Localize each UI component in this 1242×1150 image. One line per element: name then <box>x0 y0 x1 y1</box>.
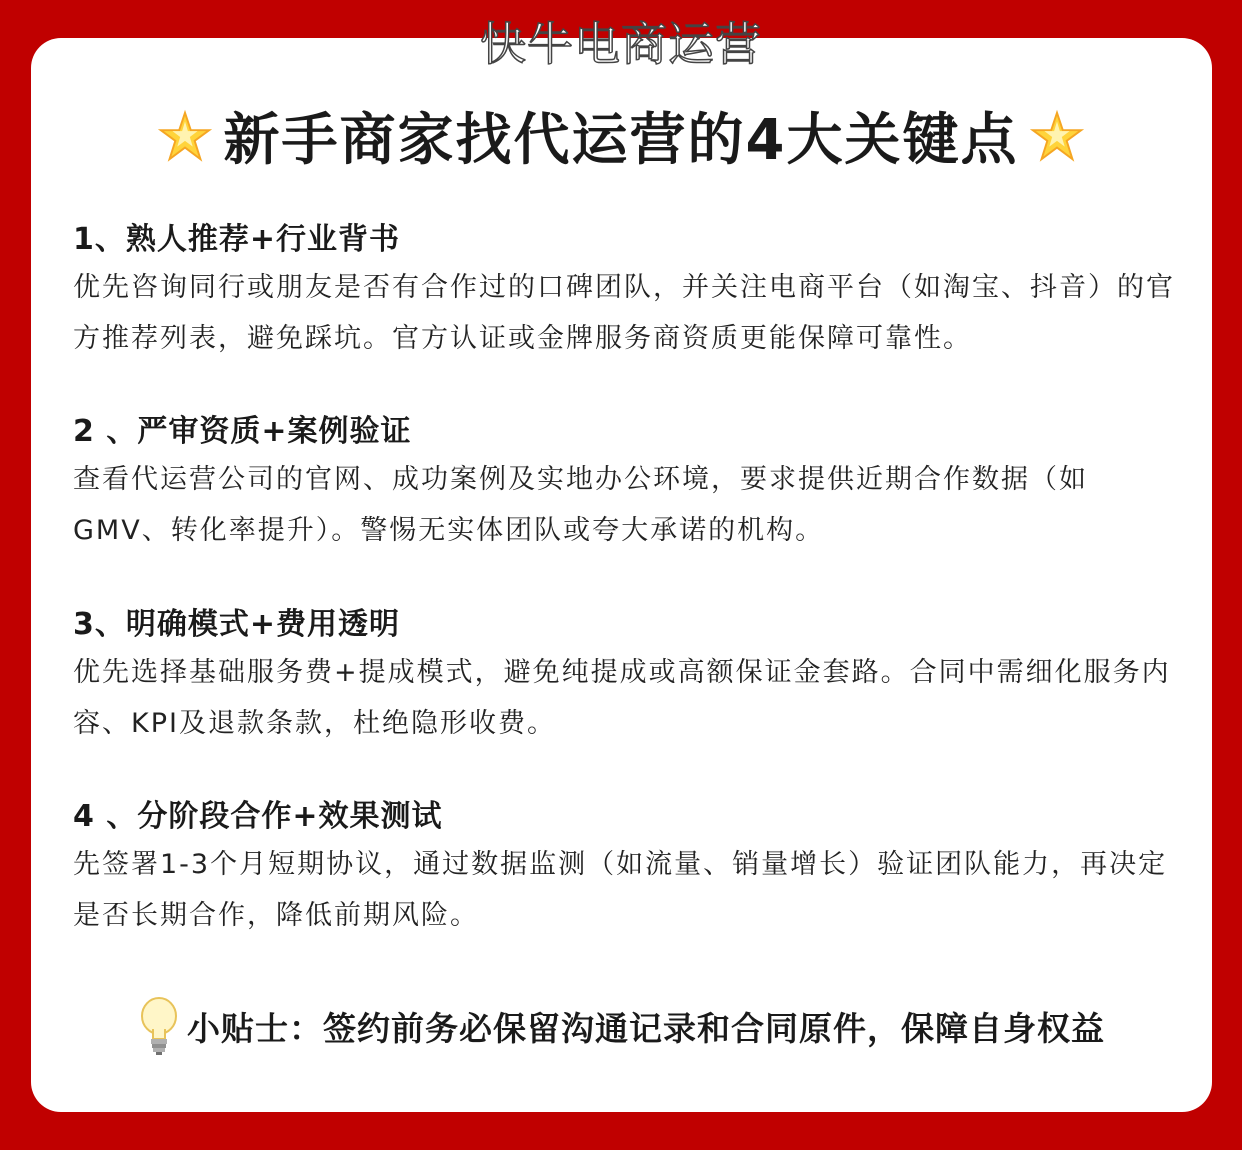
section-title: 1、熟人推荐+行业背书 <box>73 222 401 257</box>
section-body: 优先咨询同行或朋友是否有合作过的口碑团队，并关注电商平台（如淘宝、抖音）的官方推荐列表，避免踩坑。官方认证或金牌服务商资质更能保障可靠性。 <box>73 272 1175 354</box>
star-icon <box>156 107 214 165</box>
headline <box>0 96 1242 176</box>
watermark-text: 快牛电商运营 <box>480 17 762 71</box>
tip-banner <box>0 995 1242 1057</box>
section-4 <box>73 795 1183 941</box>
tip-text: 小贴士：签约前务必保留沟通记录和合同原件，保障自身权益 <box>187 1008 1105 1048</box>
section-title: 4 、分阶段合作+效果测试 <box>73 799 443 834</box>
star-icon <box>1028 107 1086 165</box>
section-2 <box>73 410 1183 556</box>
section-1 <box>73 218 1183 364</box>
lightbulb-icon <box>137 995 181 1057</box>
section-body: 先签署1-3个月短期协议，通过数据监测（如流量、销量增长）验证团队能力，再决定是否长期合作，降低前期风险。 <box>73 849 1168 931</box>
section-title: 2 、严审资质+案例验证 <box>73 414 412 449</box>
section-title: 3、明确模式+费用透明 <box>73 607 401 642</box>
content-card <box>31 38 1212 1112</box>
section-3 <box>73 603 1183 749</box>
section-body: 优先选择基础服务费+提成模式，避免纯提成或高额保证金套路。合同中需细化服务内容、KPI及退款条款，杜绝隐形收费。 <box>73 657 1171 739</box>
page-title: 新手商家找代运营的4大关键点 <box>223 108 1019 173</box>
section-body: 查看代运营公司的官网、成功案例及实地办公环境，要求提供近期合作数据（如GMV、转化率提升）。警惕无实体团队或夸大承诺的机构。 <box>73 464 1088 546</box>
